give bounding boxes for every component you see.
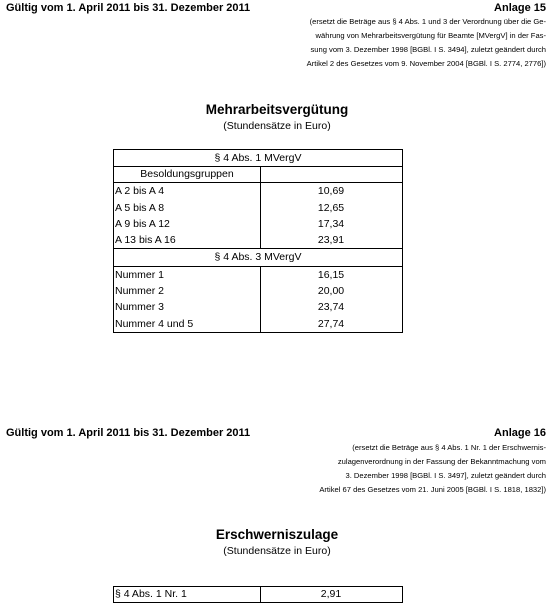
annex16-note-line: zulagenverordnung in der Fassung der Bekanntmachung vom: [337, 457, 546, 466]
annex16-title: Erschwerniszulage: [215, 527, 339, 542]
annex15-note: [307, 15, 546, 71]
hourly-rate-value: 23,74: [317, 301, 345, 314]
number-label: Nummer 1: [115, 268, 165, 281]
annex15-validity: Gültig vom 1. April 2011 bis 31. Dezember 2011: [6, 2, 251, 14]
table-section-header: § 4 Abs. 1 MVergV: [114, 150, 402, 167]
annex15-title: Mehrarbeitsvergütung: [205, 102, 349, 117]
table-section-header: § 4 Abs. 3 MVergV: [114, 248, 402, 266]
hourly-rate-value: 20,00: [317, 285, 345, 298]
hourly-rate-value: 17,34: [317, 217, 345, 230]
table-row: [114, 216, 402, 232]
annex16-note: [319, 441, 546, 497]
number-label: Nummer 2: [115, 285, 165, 298]
hourly-rate-value: 10,69: [317, 185, 345, 198]
allowance-label: § 4 Abs. 1 Nr. 1: [115, 588, 187, 600]
table-row: [114, 283, 402, 299]
annex15-note-line: Artikel 2 des Gesetzes vom 9. November 2004 [BGBl. I S. 2774, 2776]): [306, 59, 546, 68]
annex15-note-line: (ersetzt die Beträge aus § 4 Abs. 1 und 3 der Verordnung über die Ge-: [309, 17, 546, 26]
hourly-rate-value: 23,91: [317, 234, 345, 247]
table-row: [114, 267, 402, 283]
allowance-value: 2,91: [320, 588, 342, 600]
pay-grade-label: A 9 bis A 12: [115, 217, 170, 230]
table-row: [114, 316, 402, 332]
annex15-note-line: sung vom 3. Dezember 1998 [BGBl. I S. 3494], zuletzt geändert durch: [310, 45, 546, 54]
annex16-label: Anlage 16: [494, 427, 546, 439]
annex16-note-line: Artikel 67 des Gesetzes vom 21. Juni 2005 [BGBl. I S. 1818, 1832]): [319, 485, 546, 494]
annex16-note-line: (ersetzt die Beträge aus § 4 Abs. 1 Nr. 1 der Erschwernis-: [352, 443, 546, 452]
overtime-rate-table: [113, 149, 403, 333]
annex16-validity: Gültig vom 1. April 2011 bis 31. Dezember 2011: [6, 427, 251, 439]
number-label: Nummer 3: [115, 301, 165, 314]
table-row: [114, 183, 402, 199]
pay-grade-label: A 2 bis A 4: [115, 185, 165, 198]
table-row: [114, 200, 402, 216]
annex16-note-line: 3. Dezember 1998 [BGBl. I S. 3497], zuletzt geändert durch: [345, 471, 546, 480]
annex15-subtitle: (Stundensätze in Euro): [223, 120, 331, 132]
pay-grade-label: A 5 bis A 8: [115, 201, 165, 214]
hardship-allowance-table: [113, 586, 403, 603]
annex15-note-line: währung von Mehrarbeitsvergütung für Beamte [MVergV] in der Fas-: [315, 31, 546, 40]
number-label: Nummer 4 und 5: [115, 317, 194, 330]
hourly-rate-value: 27,74: [317, 317, 345, 330]
table-column-header-row: [114, 167, 402, 183]
table-row: [114, 232, 402, 248]
annex15-label: Anlage 15: [494, 2, 546, 14]
column-header-pay-grades: Besoldungsgruppen: [114, 167, 261, 182]
pay-grade-label: A 13 bis A 16: [115, 234, 176, 247]
hourly-rate-value: 12,65: [317, 201, 345, 214]
hourly-rate-value: 16,15: [317, 268, 345, 281]
table-row: [114, 299, 402, 315]
annex16-subtitle: (Stundensätze in Euro): [223, 545, 331, 557]
